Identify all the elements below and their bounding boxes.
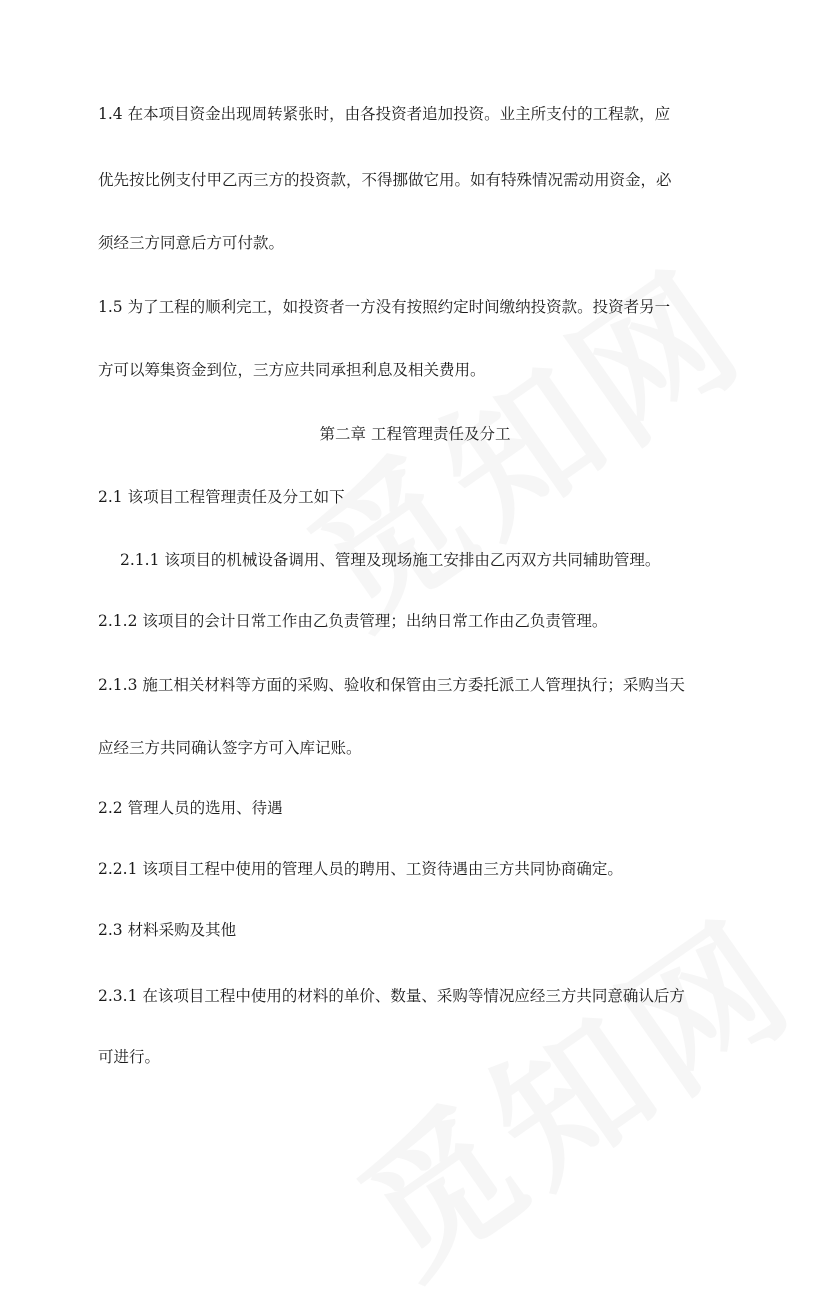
clause-2-3-1-line-1: 2.3.1 在该项目工程中使用的材料的单价、数量、采购等情况应经三方共同意确认后方: [98, 987, 685, 1005]
section-2-3-heading: 2.3 材料采购及其他: [98, 921, 237, 939]
clause-2-1-2: 2.1.2 该项目的会计日常工作由乙负责管理；出纳日常工作由乙负责管理。: [98, 612, 608, 630]
clause-2-3-1-line-2: 可进行。: [98, 1048, 161, 1066]
paragraph-1-4-line-1: 1.4 在本项目资金出现周转紧张时，由各投资者追加投资。业主所支付的工程款，应: [98, 105, 671, 123]
clause-2-1-3-line-1: 2.1.3 施工相关材料等方面的采购、验收和保管由三方委托派工人管理执行；采购当天: [98, 676, 685, 694]
clause-2-1-1: 2.1.1 该项目的机械设备调用、管理及现场施工安排由乙丙双方共同辅助管理。: [120, 551, 661, 569]
clause-2-1-3-line-2: 应经三方共同确认签字方可入库记账。: [98, 739, 362, 757]
paragraph-1-5-line-1: 1.5 为了工程的顺利完工，如投资者一方没有按照约定时间缴纳投资款。投资者另一: [98, 298, 671, 316]
chapter-2-title: 第二章 工程管理责任及分工: [319, 425, 511, 443]
section-2-1-heading: 2.1 该项目工程管理责任及分工如下: [98, 488, 345, 506]
paragraph-1-4-line-2: 优先按比例支付甲乙丙三方的投资款，不得挪做它用。如有特殊情况需动用资金，必: [98, 171, 672, 189]
section-2-2-heading: 2.2 管理人员的选用、待遇: [98, 799, 283, 817]
paragraph-1-5-line-2: 方可以筹集资金到位，三方应共同承担利息及相关费用。: [98, 361, 486, 379]
watermark-text: [311, 862, 828, 1314]
clause-2-2-1: 2.2.1 该项目工程中使用的管理人员的聘用、工资待遇由三方共同协商确定。: [98, 860, 623, 878]
paragraph-1-4-line-3: 须经三方同意后方可付款。: [98, 234, 285, 252]
